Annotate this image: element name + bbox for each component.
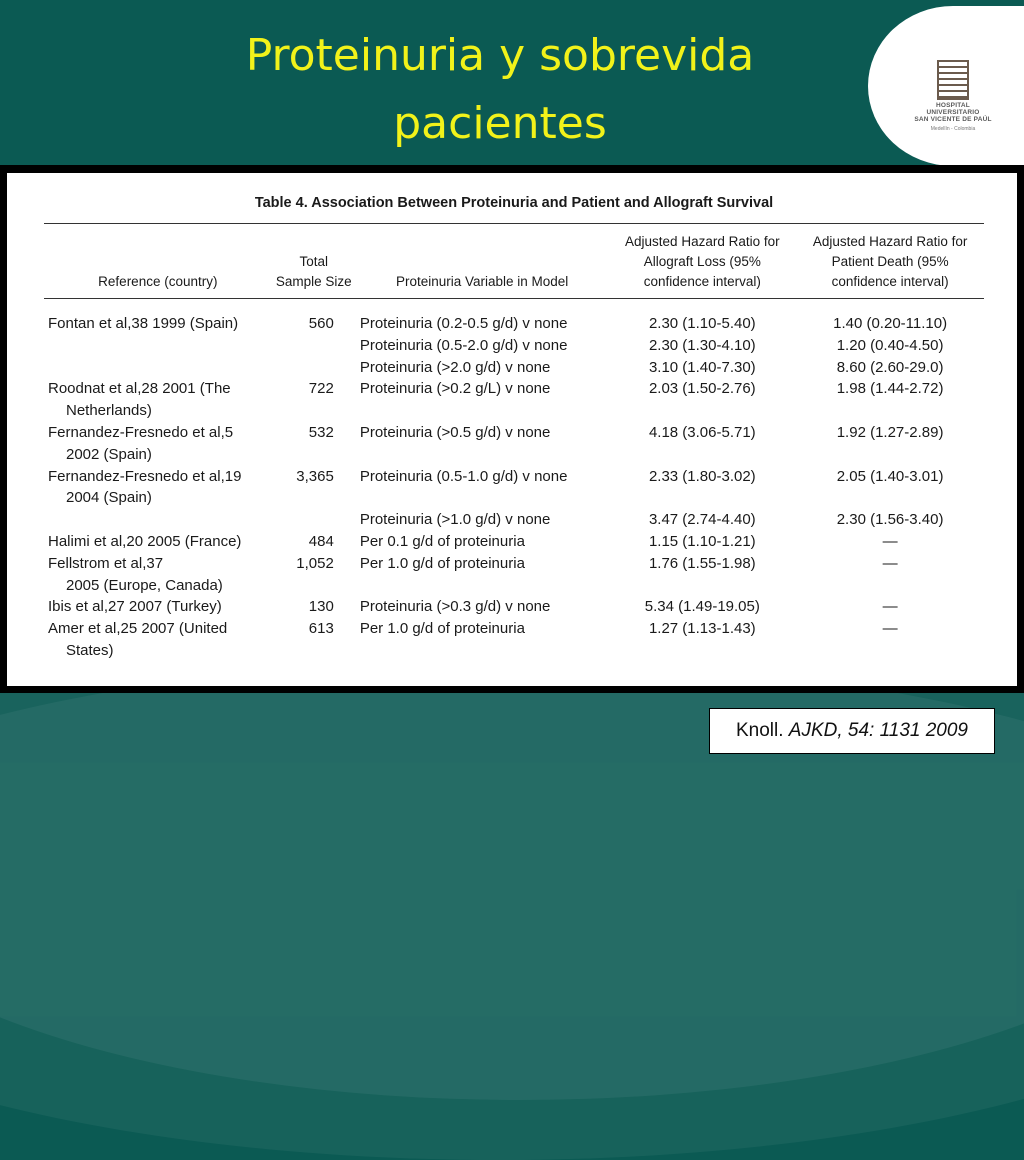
cell-variable: Proteinuria (>1.0 g/d) v none bbox=[359, 511, 551, 529]
table-image bbox=[7, 173, 1017, 686]
cell-reference bbox=[44, 299, 272, 335]
cell-reference bbox=[44, 596, 272, 618]
reference-line2: States) bbox=[66, 641, 114, 659]
cell-variable: Proteinuria (>2.0 g/d) v none bbox=[359, 358, 551, 376]
cell-patient-death: — bbox=[882, 620, 898, 638]
table-row bbox=[44, 553, 984, 597]
cell-patient-death: — bbox=[882, 532, 898, 550]
reference-line1: Fellstrom et al,37 bbox=[48, 554, 164, 572]
table-row bbox=[44, 618, 984, 662]
reference-line1: Roodnat et al,28 2001 (The bbox=[48, 380, 231, 398]
logo-text-line2: UNIVERSITARIO bbox=[926, 109, 980, 116]
cell-allograft-loss: 4.18 (3.06-5.71) bbox=[648, 423, 756, 441]
cell-patient-death: 2.30 (1.56-3.40) bbox=[836, 511, 944, 529]
header-reference: Reference (country) bbox=[44, 224, 272, 299]
cell-allograft-loss: 2.33 (1.80-3.02) bbox=[648, 467, 756, 485]
table-row bbox=[44, 531, 984, 553]
cell-allograft-loss: 1.27 (1.13-1.43) bbox=[648, 620, 756, 638]
table-row bbox=[44, 422, 984, 466]
hospital-logo bbox=[905, 60, 1001, 132]
cell-allograft-loss: 1.15 (1.10-1.21) bbox=[648, 532, 756, 550]
cell-sample-size: 484 bbox=[308, 532, 334, 550]
table-row bbox=[44, 378, 984, 422]
table-row bbox=[44, 509, 984, 531]
cell-variable: Proteinuria (>0.2 g/L) v none bbox=[359, 380, 551, 398]
cell-allograft-loss: 2.30 (1.30-4.10) bbox=[648, 336, 756, 354]
logo-city: Medellín - Colombia bbox=[930, 126, 976, 132]
header-allograft-loss: Adjusted Hazard Ratio for Allograft Loss (95% confidence interval) bbox=[608, 224, 796, 299]
cell-sample-size bbox=[272, 509, 356, 531]
logo-text-line3: SAN VICENTE DE PAÚL bbox=[914, 116, 992, 123]
cell-sample-size bbox=[272, 357, 356, 379]
table-caption: Table 4. Association Between Proteinuria and Patient and Allograft Survival bbox=[254, 195, 774, 211]
cell-reference bbox=[44, 466, 272, 510]
header-variable: Proteinuria Variable in Model bbox=[356, 224, 609, 299]
cell-allograft-loss: 5.34 (1.49-19.05) bbox=[644, 598, 760, 616]
cell-patient-death: 8.60 (2.60-29.0) bbox=[836, 358, 944, 376]
cell-variable: Proteinuria (0.2-0.5 g/d) v none bbox=[359, 315, 568, 332]
cell-reference bbox=[44, 357, 272, 379]
slide-title-line1: Proteinuria y sobrevida bbox=[245, 30, 755, 81]
reference-line1: Amer et al,25 2007 (United bbox=[48, 620, 228, 638]
cell-allograft-loss: 3.10 (1.40-7.30) bbox=[648, 358, 756, 376]
reference-line1: Fernandez-Fresnedo et al,5 bbox=[48, 423, 234, 441]
slide-title bbox=[180, 22, 820, 158]
cell-patient-death: 1.40 (0.20-11.10) bbox=[833, 315, 948, 332]
cell-sample-size: 130 bbox=[308, 598, 334, 616]
slide-title-line2: pacientes bbox=[393, 98, 607, 149]
cell-reference bbox=[44, 553, 272, 597]
survival-table bbox=[44, 223, 984, 662]
cell-variable: Proteinuria (0.5-2.0 g/d) v none bbox=[359, 336, 568, 354]
cell-variable: Per 0.1 g/d of proteinuria bbox=[359, 532, 525, 550]
table-row bbox=[44, 466, 984, 510]
citation-box bbox=[709, 708, 995, 754]
cell-patient-death: 1.92 (1.27-2.89) bbox=[836, 423, 944, 441]
cell-reference bbox=[44, 422, 272, 466]
table-row bbox=[44, 357, 984, 379]
cell-sample-size: 722 bbox=[308, 380, 334, 398]
cell-variable: Proteinuria (>0.3 g/d) v none bbox=[359, 598, 551, 616]
table-row bbox=[44, 596, 984, 618]
reference-line2: 2002 (Spain) bbox=[66, 445, 152, 463]
table-frame bbox=[0, 165, 1024, 693]
cell-reference bbox=[44, 378, 272, 422]
cell-patient-death: 1.98 (1.44-2.72) bbox=[836, 380, 944, 398]
citation-author: Knoll. bbox=[735, 720, 784, 741]
header-patient-death: Adjusted Hazard Ratio for Patient Death (95% confidence interval) bbox=[796, 224, 984, 299]
cell-allograft-loss: 2.30 (1.10-5.40) bbox=[648, 315, 756, 332]
table-row bbox=[44, 299, 984, 335]
table-header-row bbox=[44, 224, 984, 299]
cell-sample-size: 613 bbox=[308, 620, 334, 638]
reference-line1: Halimi et al,20 2005 (France) bbox=[48, 532, 242, 550]
cell-allograft-loss: 1.76 (1.55-1.98) bbox=[648, 554, 756, 572]
reference-line1: Ibis et al,27 2007 (Turkey) bbox=[48, 598, 222, 616]
cell-variable: Proteinuria (0.5-1.0 g/d) v none bbox=[359, 467, 568, 485]
citation-source: AJKD, 54: 1131 2009 bbox=[788, 720, 969, 741]
cell-patient-death: 1.20 (0.40-4.50) bbox=[836, 336, 944, 354]
cell-variable: Proteinuria (>0.5 g/d) v none bbox=[359, 423, 551, 441]
cell-patient-death: — bbox=[882, 598, 898, 616]
cell-reference bbox=[44, 531, 272, 553]
table-body bbox=[44, 299, 984, 662]
cell-sample-size: 560 bbox=[308, 315, 334, 332]
table-row bbox=[44, 335, 984, 357]
cell-reference bbox=[44, 618, 272, 662]
cell-patient-death: — bbox=[882, 554, 898, 572]
cell-variable: Per 1.0 g/d of proteinuria bbox=[359, 620, 525, 638]
cell-sample-size: 1,052 bbox=[296, 554, 334, 572]
cell-sample-size bbox=[272, 335, 356, 357]
reference-line2: Netherlands) bbox=[66, 402, 152, 420]
header-sample-size: Total Sample Size bbox=[272, 224, 356, 299]
cell-allograft-loss: 3.47 (2.74-4.40) bbox=[648, 511, 756, 529]
reference-line2: 2005 (Europe, Canada) bbox=[66, 576, 223, 594]
cell-allograft-loss: 2.03 (1.50-2.76) bbox=[648, 380, 756, 398]
cell-reference bbox=[44, 509, 272, 531]
logo-text-line1: HOSPITAL bbox=[936, 102, 970, 109]
hospital-building-icon bbox=[937, 60, 969, 100]
cell-variable: Per 1.0 g/d of proteinuria bbox=[359, 554, 525, 572]
cell-patient-death: 2.05 (1.40-3.01) bbox=[836, 467, 944, 485]
cell-sample-size: 3,365 bbox=[296, 467, 334, 485]
cell-sample-size: 532 bbox=[308, 423, 334, 441]
cell-reference bbox=[44, 335, 272, 357]
reference-line2: 2004 (Spain) bbox=[66, 489, 152, 507]
reference-line1: Fernandez-Fresnedo et al,19 bbox=[48, 467, 242, 485]
reference-line1: Fontan et al,38 1999 (Spain) bbox=[48, 315, 239, 332]
